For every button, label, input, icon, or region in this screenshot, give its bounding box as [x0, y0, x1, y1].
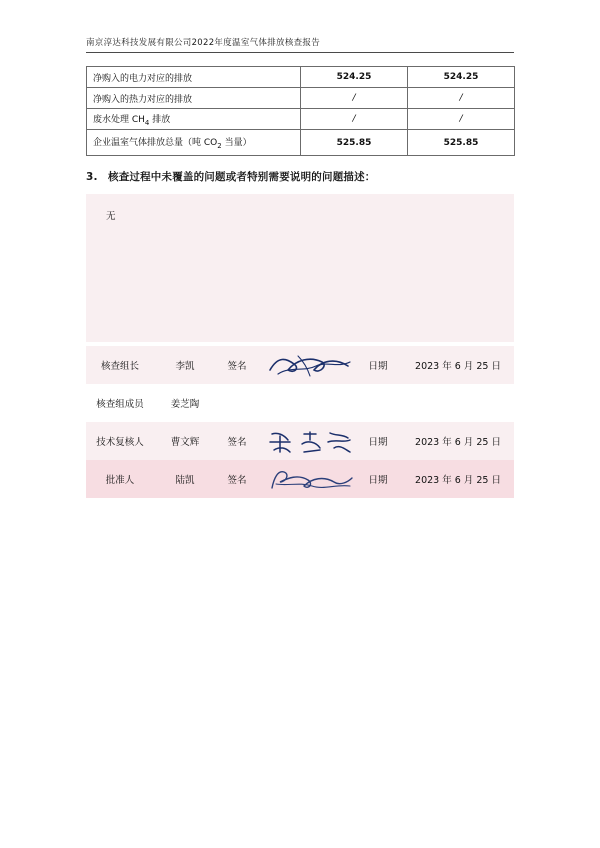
- note-text: 无: [106, 211, 116, 222]
- signature-image: [258, 460, 354, 498]
- signer-name: 李凯: [154, 346, 216, 384]
- table-row: [86, 422, 514, 460]
- date-label: 日期: [354, 422, 402, 460]
- date-label: 日期: [354, 346, 402, 384]
- table-row: [87, 109, 515, 130]
- signature-date: 2023 年 6 月 25 日: [402, 422, 514, 460]
- table-row: [86, 460, 514, 498]
- table-row: [86, 346, 514, 384]
- row-value-2: /: [408, 109, 515, 130]
- row-label: 企业温室气体排放总量（吨 $CO_2$ 当量）: [87, 130, 301, 156]
- sign-label: [216, 384, 258, 422]
- note-box: [86, 194, 514, 342]
- date-label: [354, 384, 402, 422]
- signature-image-empty: [258, 384, 354, 422]
- table-row-total: [87, 130, 515, 156]
- handwritten-signature: [264, 350, 348, 380]
- row-value-2: /: [408, 88, 515, 109]
- row-value-1: 525.85: [301, 130, 408, 156]
- row-value-2: 524.25: [408, 67, 515, 88]
- row-value-1: 524.25: [301, 67, 408, 88]
- signature-strokes: [264, 464, 356, 494]
- page-title: 核查过程中未覆盖的问题或者特别需要说明的问题描述：: [108, 171, 376, 183]
- sign-label: 签名: [216, 346, 258, 384]
- signer-role: 批准人: [86, 460, 154, 498]
- sign-label: 签名: [216, 460, 258, 498]
- row-value-1: /: [301, 88, 408, 109]
- table-row: [87, 67, 515, 88]
- signature-date: [402, 384, 514, 422]
- sign-label: 签名: [216, 422, 258, 460]
- signer-role: 核查组长: [86, 346, 154, 384]
- table-row: [86, 384, 514, 422]
- handwritten-signature: [264, 464, 348, 494]
- section-3-heading: [86, 169, 514, 184]
- signature-date: 2023 年 6 月 25 日: [402, 346, 514, 384]
- signer-role: 技术复核人: [86, 422, 154, 460]
- handwritten-signature: [264, 426, 348, 456]
- signature-table: [86, 346, 514, 498]
- row-value-1: /: [301, 109, 408, 130]
- signer-name: 姜芝陶: [154, 384, 216, 422]
- row-label: 废水处理 $CH_4$ 排放: [87, 109, 301, 130]
- table-row: [87, 88, 515, 109]
- signature-date: 2023 年 6 月 25 日: [402, 460, 514, 498]
- document-header: 南京淳达科技发展有限公司2022年度温室气体排放核查报告: [86, 36, 514, 53]
- emissions-table: [86, 66, 515, 156]
- signer-name: 陆凯: [154, 460, 216, 498]
- signature-strokes: [264, 350, 356, 380]
- date-label: 日期: [354, 460, 402, 498]
- signature-strokes: [264, 426, 356, 456]
- signature-image: [258, 346, 354, 384]
- signature-image: [258, 422, 354, 460]
- row-label: 净购入的电力对应的排放: [87, 67, 301, 88]
- row-label: 净购入的热力对应的排放: [87, 88, 301, 109]
- page-content: [86, 36, 514, 498]
- signer-role: 核查组成员: [86, 384, 154, 422]
- signer-name: 曹文辉: [154, 422, 216, 460]
- section-number: 3.: [86, 171, 98, 183]
- row-value-2: 525.85: [408, 130, 515, 156]
